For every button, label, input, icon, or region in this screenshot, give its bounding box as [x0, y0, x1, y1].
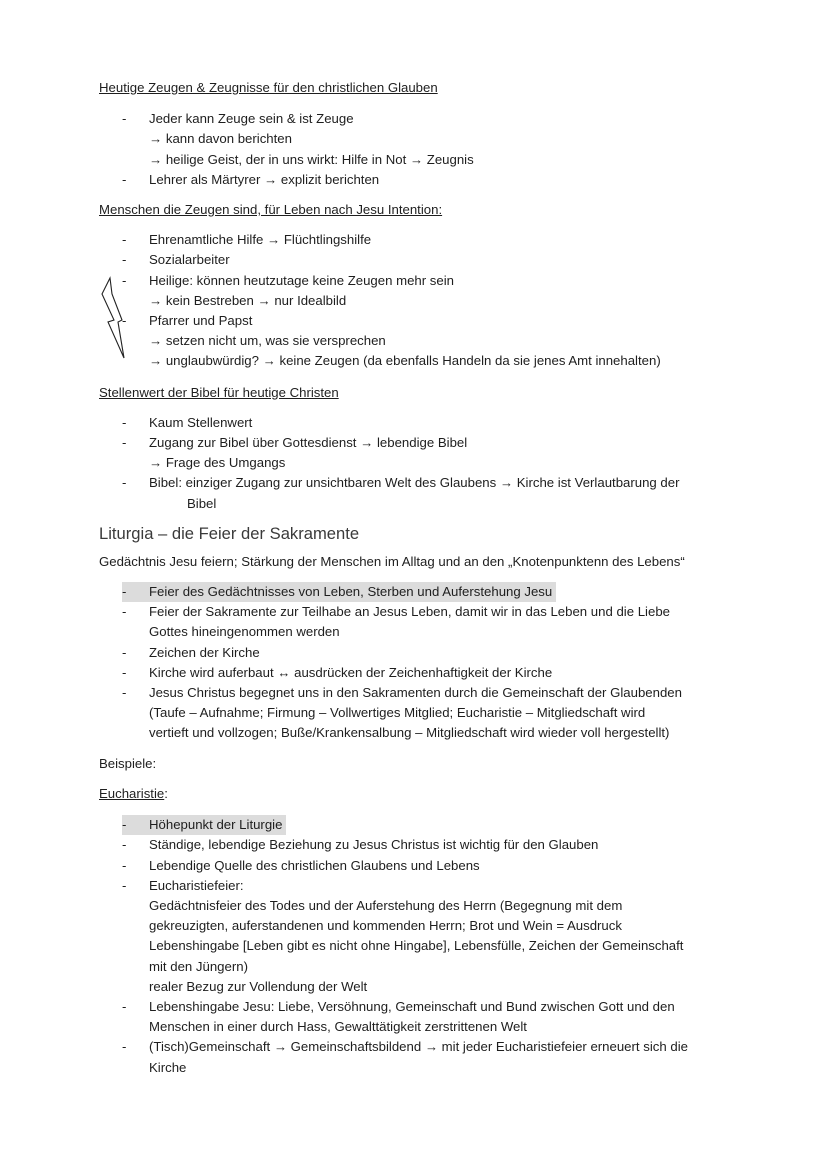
list-item: [99, 602, 739, 642]
list-item-text: → setzen nicht um, was sie versprechen: [149, 333, 386, 349]
list-item-highlighted: [99, 815, 739, 835]
list-zeugen: [99, 109, 739, 190]
list-liturgia: [99, 582, 739, 744]
list-item-text: realer Bezug zur Vollendung der Welt: [149, 978, 368, 994]
list-item: [99, 433, 739, 473]
list-item-text: - (Tisch)Gemeinschaft → Gemeinschaftsbildend → mit jeder Eucharistiefeier erneuert sich die: [149, 1039, 688, 1055]
list-bibel: [99, 413, 739, 514]
list-item: [99, 663, 739, 683]
list-item-text: - Ständige, lebendige Beziehung zu Jesus Christus ist wichtig für den Glauben: [149, 837, 599, 853]
list-item: [99, 856, 739, 876]
list-item-text: Kirche: [149, 1059, 187, 1075]
list-item: [99, 170, 739, 190]
list-item-text: → kein Bestreben → nur Idealbild: [149, 292, 347, 308]
list-item-text: (Taufe – Aufnahme; Firmung – Vollwertiges Mitglied; Eucharistie – Mitgliedschaft wird: [149, 705, 646, 721]
list-item-text: - Sozialarbeiter: [149, 252, 230, 268]
list-item-text: Menschen in einer durch Hass, Gewalttätigkeit zerstrittenen Welt: [149, 1019, 527, 1035]
list-item: [99, 683, 739, 744]
list-item: [99, 230, 739, 250]
list-item-text: - Kaum Stellenwert: [149, 414, 253, 430]
section-title-liturgia: Liturgia – die Feier der Sakramente: [99, 523, 360, 543]
list-item: [99, 250, 739, 270]
list-item-text: → Frage des Umgangs: [149, 455, 286, 471]
list-item-text: - Lehrer als Märtyrer → explizit berichten: [149, 171, 380, 187]
list-item-text: Feier des Gedächtnisses von Leben, Sterben und Auferstehung Jesu: [122, 582, 556, 602]
list-item: [99, 109, 739, 170]
list-item-text: Gottes hineingenommen werden: [149, 624, 340, 640]
list-item-text: → heilige Geist, der in uns wirkt: Hilfe in Not → Zeugnis: [149, 151, 474, 167]
list-item-text: - Lebenshingabe Jesu: Liebe, Versöhnung, Gemeinschaft und Bund zwischen Gott und den: [149, 998, 675, 1014]
list-item: [99, 311, 739, 372]
list-item: [99, 473, 739, 513]
section-heading-menschen: Menschen die Zeugen sind, für Leben nach Jesu Intention:: [99, 202, 443, 218]
list-item-highlighted: [99, 582, 739, 602]
list-item-text: vertieft und vollzogen; Buße/Krankensalbung – Mitgliedschaft wird wieder voll hergestellt): [149, 725, 670, 741]
list-item-text: → unglaubwürdig? → keine Zeugen (da ebenfalls Handeln da sie jenes Amt innehalten): [149, 353, 661, 369]
eucharistie-heading-colon: :: [164, 785, 168, 801]
list-eucharistie: [99, 815, 739, 1078]
list-item: [99, 997, 739, 1037]
list-item: [99, 1037, 739, 1077]
list-menschen: [99, 230, 739, 371]
list-item-text: - Lebendige Quelle des christlichen Glaubens und Lebens: [149, 857, 480, 873]
list-item-text: - Kirche wird auferbaut ↔ ausdrücken der Zeichenhaftigkeit der Kirche: [149, 664, 553, 680]
list-item-text: Bibel: [187, 495, 217, 511]
section-heading-bibel: Stellenwert der Bibel für heutige Christen: [99, 384, 339, 400]
list-item: [99, 835, 739, 855]
list-item-text: - Heilige: können heutzutage keine Zeugen mehr sein: [149, 272, 454, 288]
list-item-text: mit den Jüngern): [149, 958, 248, 974]
list-item-text: → kann davon berichten: [149, 131, 292, 147]
eucharistie-heading: [99, 784, 739, 804]
list-item-text: - Ehrenamtliche Hilfe → Flüchtlingshilfe: [149, 232, 372, 248]
section-heading-zeugen: Heutige Zeugen & Zeugnisse für den christlichen Glauben: [99, 80, 438, 95]
list-item-text: Lebenshingabe [Leben gibt es nicht ohne Hingabe], Lebensfülle, Zeichen der Gemeinschaft: [149, 938, 684, 954]
eucharistie-heading-text: Eucharistie: [99, 785, 165, 801]
list-item-text: - Pfarrer und Papst: [149, 313, 253, 329]
document-page: [99, 78, 739, 1078]
list-item-text: - Jesus Christus begegnet uns in den Sakramenten durch die Gemeinschaft der Glaubenden: [149, 685, 682, 701]
list-item-text: Höhepunkt der Liturgie: [122, 815, 286, 835]
list-item-text: Gedächtnisfeier des Todes und der Auferstehung des Herrn (Begegnung mit dem: [149, 897, 623, 913]
list-item: [99, 413, 739, 433]
list-item-text: gekreuzigten, auferstandenen und kommenden Herrn; Brot und Wein = Ausdruck: [149, 918, 622, 934]
list-item: [99, 876, 739, 997]
intro-text: Gedächtnis Jesu feiern; Stärkung der Menschen im Alltag und an den „Knotenpunktenn des Lebens“: [99, 553, 685, 569]
list-item: [99, 643, 739, 663]
list-item-text: - Eucharistiefeier:: [149, 877, 244, 893]
list-item: [99, 271, 739, 311]
list-item-text: - Feier der Sakramente zur Teilhabe an Jesus Leben, damit wir in das Leben und die Liebe: [149, 604, 670, 620]
list-item-text: - Zeichen der Kirche: [149, 644, 260, 660]
examples-label: Beispiele:: [99, 755, 157, 771]
list-item-text: - Bibel: einziger Zugang zur unsichtbaren Welt des Glaubens → Kirche ist Verlautbarung der: [149, 475, 680, 491]
list-item-text: - Zugang zur Bibel über Gottesdienst → lebendige Bibel: [149, 435, 468, 451]
list-item-text: - Jeder kann Zeuge sein & ist Zeuge: [149, 111, 354, 127]
